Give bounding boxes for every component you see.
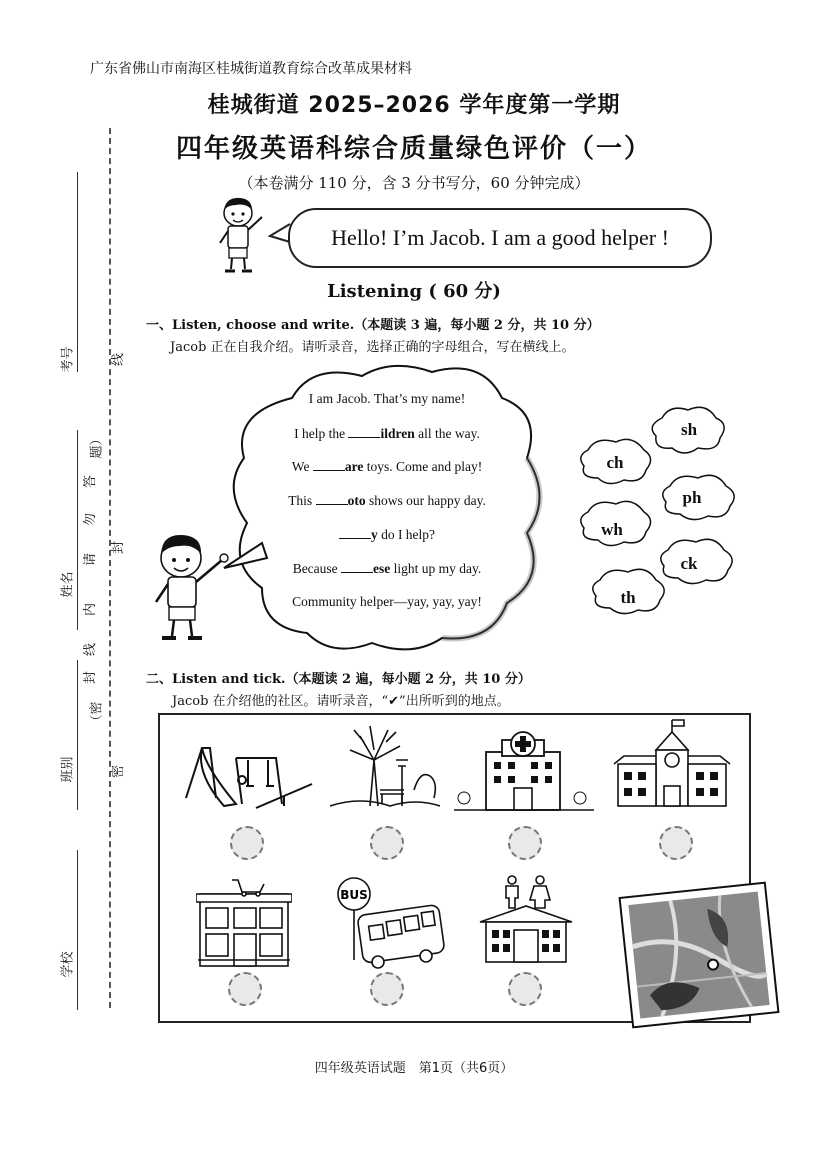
class-field-line (77, 660, 78, 810)
answer-blank[interactable] (339, 526, 371, 539)
exam-title-line1: 桂城街道 2025–2026 学年度第一学期 (207, 93, 621, 118)
story-line-3: We are toys. Come and play! (291, 459, 483, 474)
listening-section-title: Listening ( 60 分) (327, 281, 501, 302)
option-sh: sh (680, 420, 698, 439)
answer-blank[interactable] (313, 458, 345, 471)
school-label: 学校 (60, 951, 76, 978)
bus-station-picture (330, 876, 450, 970)
option-ch: ch (606, 453, 624, 472)
tick-circle-bus-station[interactable] (370, 972, 404, 1006)
story-line-1: I am Jacob. That’s my name! (308, 391, 466, 406)
option-ck: ck (680, 554, 698, 573)
seal-char: 答 (83, 474, 99, 489)
story-line-7: Community helper—yay, yay, yay! (292, 594, 482, 609)
binding-line (109, 128, 111, 1008)
exam-subtitle: （本卷满分 110 分，含 3 分书写分，60 分钟完成） (238, 174, 590, 192)
intro-speech-bubble: Hello! I’m Jacob. I am a good helper ! (288, 208, 712, 268)
map-picture (616, 880, 782, 1030)
jacob-small-illustration (212, 193, 276, 277)
page-footer: 四年级英语试题 第1页（共6页） (314, 1061, 514, 1076)
tick-circle-hospital[interactable] (508, 826, 542, 860)
class-label: 班别 (60, 756, 76, 783)
q1-heading: 一、Listen, choose and write.（本题读 3 遍，每小题 2 分，共 10 分） (146, 318, 600, 333)
seal-char: 线 (111, 352, 127, 367)
playground-picture (176, 728, 318, 816)
tick-circle-playground[interactable] (230, 826, 264, 860)
story-text-area (252, 385, 522, 625)
answer-blank[interactable] (348, 425, 380, 438)
seal-char: 封 (111, 540, 127, 555)
seal-char: 密 (111, 764, 127, 779)
exam-number-field-line (77, 172, 78, 372)
seal-char: 线 (83, 642, 99, 657)
hospital-picture (454, 722, 594, 814)
exam-title-line2: 四年级英语科综合质量绿色评价（一） (175, 134, 652, 164)
seal-char: 勿 (83, 512, 99, 527)
exam-number-label: 考号 (60, 346, 76, 373)
supermarket-picture (196, 876, 292, 968)
story-line-5: y do I help? (252, 526, 522, 543)
tick-circle-toilet[interactable] (508, 972, 542, 1006)
q2-heading: 二、Listen and tick.（本题读 2 遍，每小题 2 分，共 10 分） (146, 672, 531, 687)
school-picture (612, 718, 734, 810)
seal-char: 题） (89, 432, 105, 459)
story-line-2: I help the ildren all the way. (294, 426, 480, 441)
bus-sign-text: BUS (340, 888, 368, 902)
school-field-line (77, 850, 78, 1010)
story-line-4: This oto shows our happy day. (288, 493, 486, 508)
answer-blank[interactable] (341, 560, 373, 573)
option-ph: ph (682, 488, 702, 507)
answer-blank[interactable] (316, 492, 348, 505)
q1-instruction: Jacob 正在自我介绍。请听录音，选择正确的字母组合，写在横线上。 (170, 340, 575, 355)
option-th: th (620, 588, 636, 607)
toilet-picture (476, 872, 576, 964)
tick-circle-school[interactable] (659, 826, 693, 860)
jacob-large-illustration (146, 530, 236, 648)
name-label: 姓名 (60, 571, 76, 598)
q2-instruction: Jacob 在介绍他的社区。请听录音，“✔”出所听到的地点。 (172, 694, 510, 709)
story-line-6: Because ese light up my day. (292, 561, 482, 576)
header-note: 广东省佛山市南海区桂城街道教育综合改革成果材料 (90, 61, 412, 77)
seal-char: 封 (83, 670, 99, 685)
option-wh: wh (601, 520, 623, 539)
tick-circle-park[interactable] (370, 826, 404, 860)
seal-char: 内 (83, 602, 99, 617)
name-field-line (77, 430, 78, 630)
park-picture (330, 720, 440, 812)
seal-char: 请 (83, 552, 99, 567)
seal-char: （密 (89, 701, 105, 728)
tick-circle-supermarket[interactable] (228, 972, 262, 1006)
